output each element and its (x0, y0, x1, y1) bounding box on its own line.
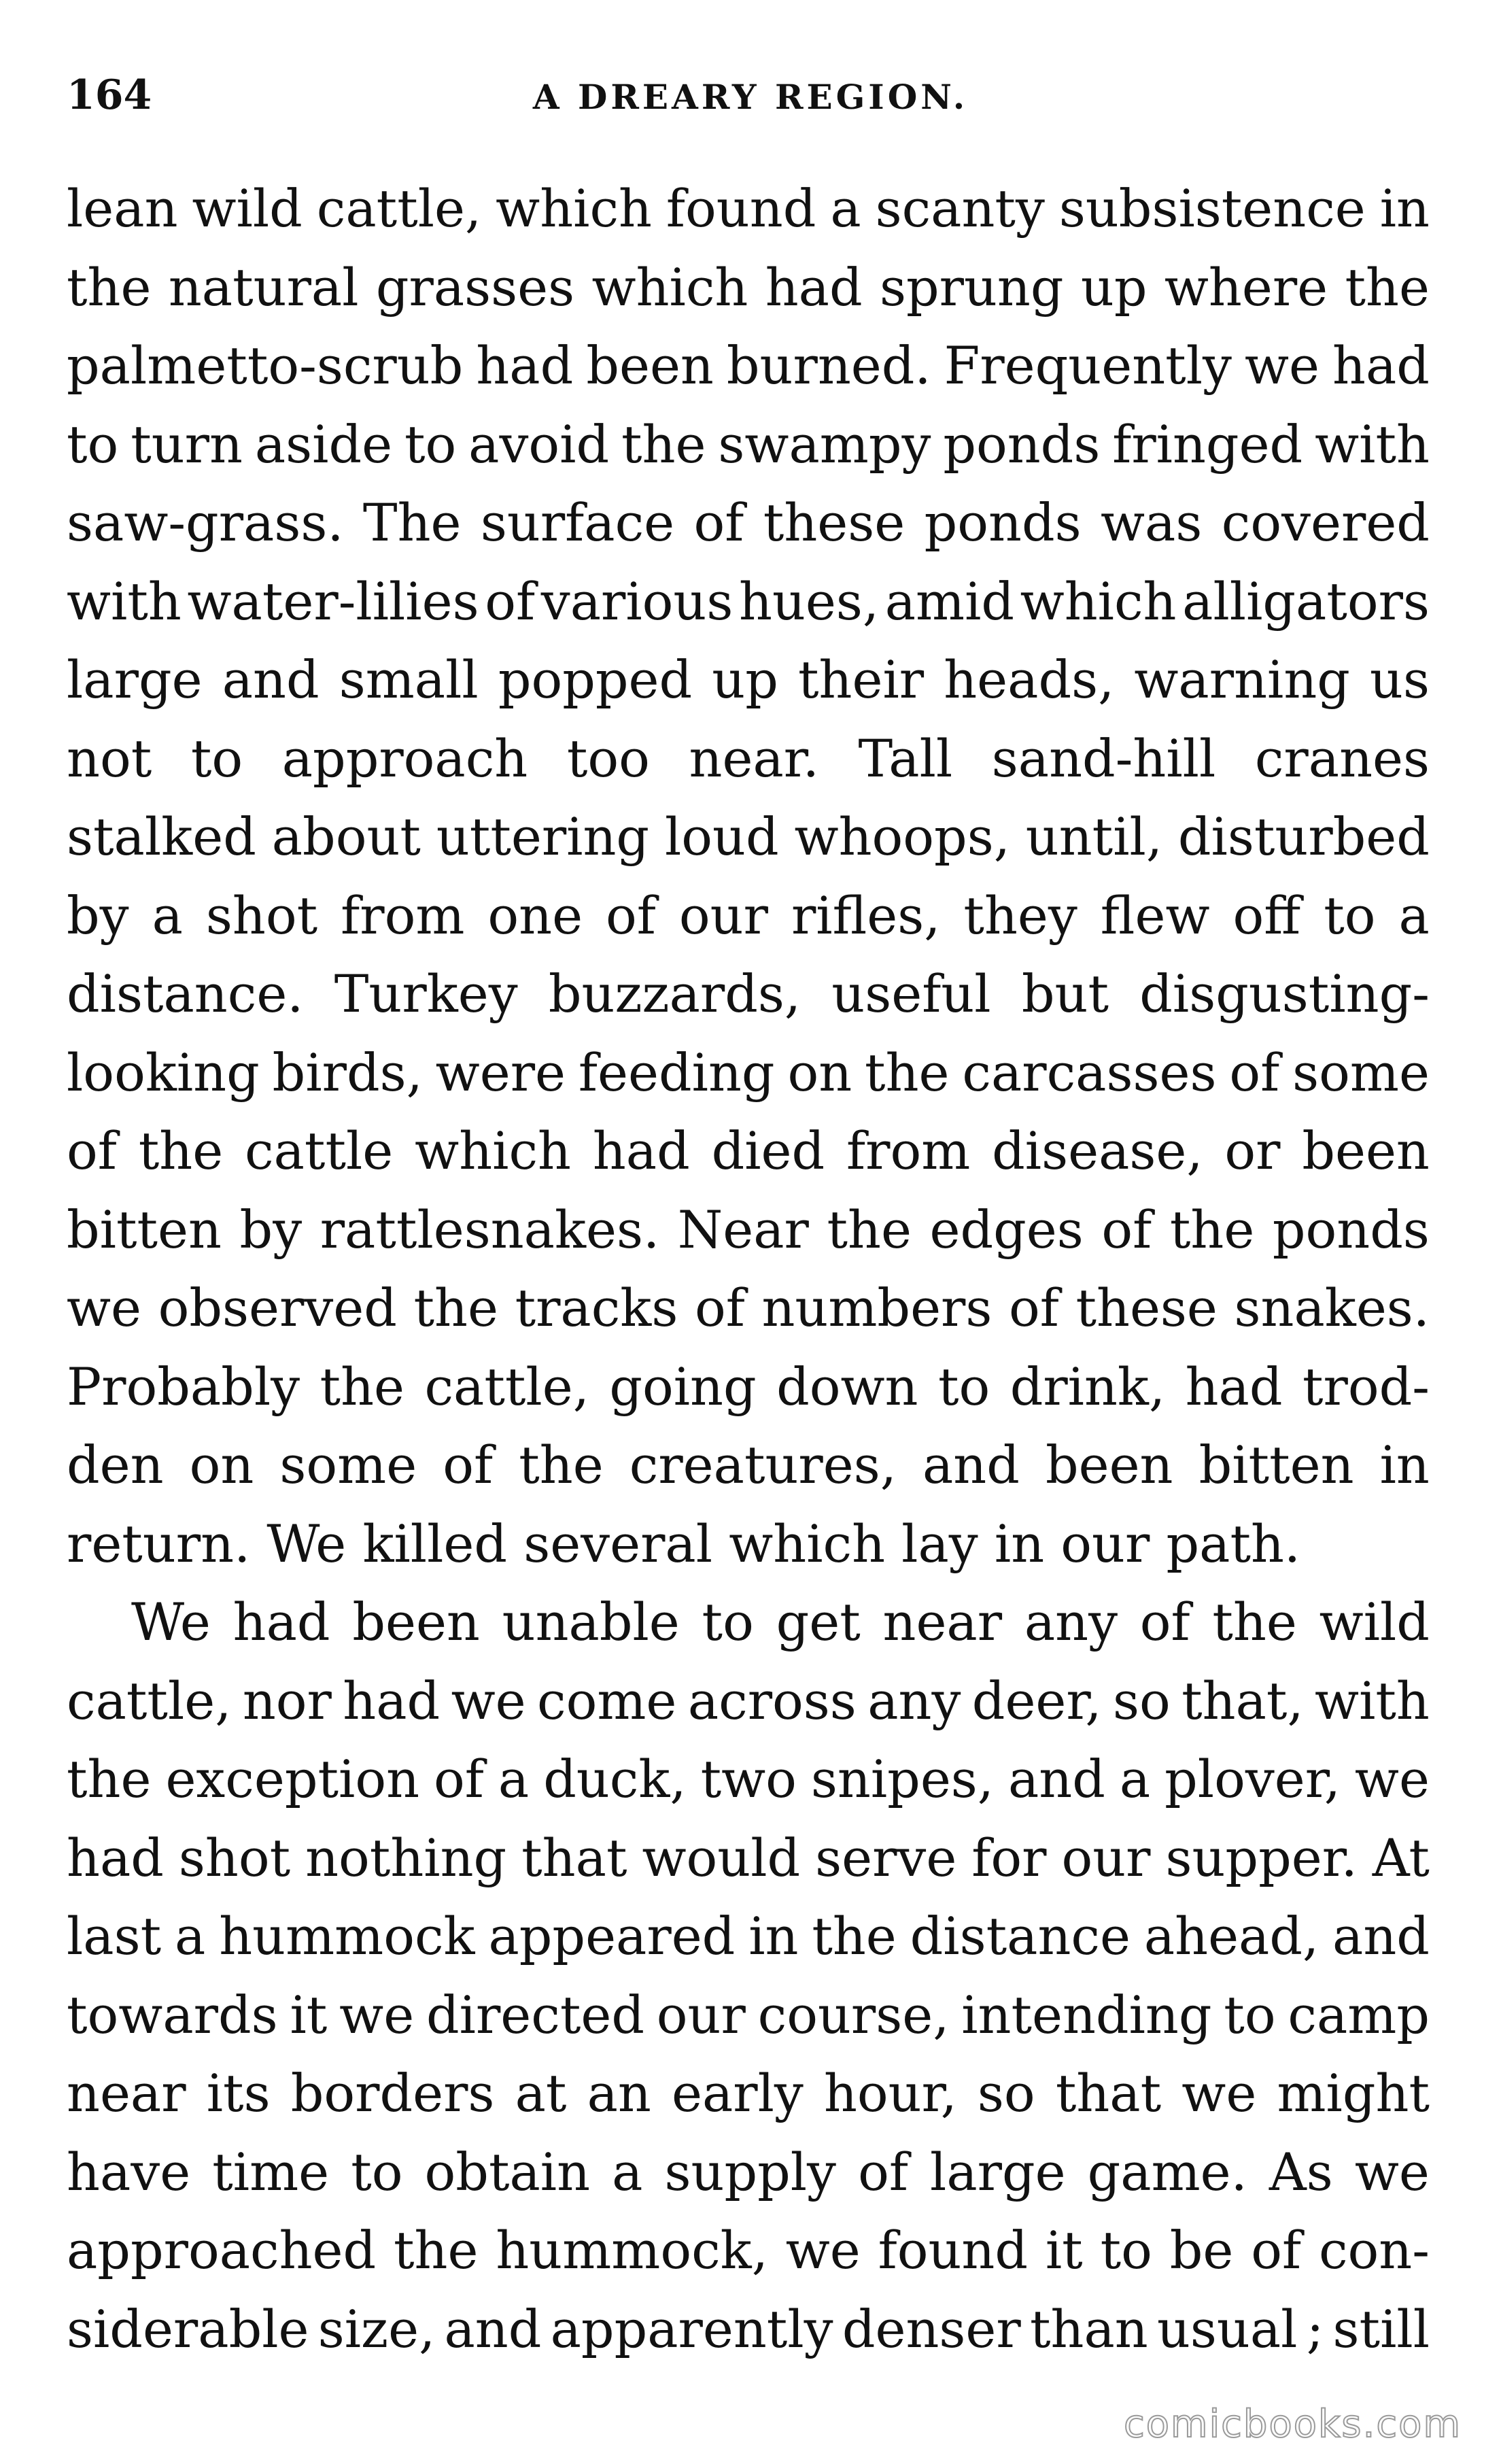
word: been (352, 1592, 480, 1652)
page-number: 164 (67, 71, 152, 119)
text-line (67, 1199, 1430, 1278)
word: disgusting- (1139, 963, 1430, 1024)
word: our (678, 885, 768, 946)
word: our (656, 1984, 746, 2045)
word: two (700, 1749, 797, 1809)
word: usual (1156, 2298, 1298, 2359)
word: large (67, 649, 203, 710)
word: in (1379, 1435, 1430, 1495)
word: that, (1181, 1670, 1304, 1731)
word: ; (1306, 2298, 1324, 2359)
text-line (67, 178, 1430, 257)
word: siderable (67, 2298, 309, 2359)
word: by (239, 1199, 303, 1260)
word: than (1029, 2298, 1148, 2359)
word: hour, (823, 2063, 957, 2123)
word: approached (67, 2220, 377, 2280)
word: At (1372, 1827, 1430, 1888)
word: burned. (726, 335, 931, 396)
word: the (1345, 256, 1430, 318)
word: plover, (1164, 1749, 1341, 1809)
word: to (937, 1356, 990, 1417)
word: rattlesnakes. (320, 1199, 660, 1260)
word: turn (131, 413, 243, 475)
word: disturbed (1177, 806, 1430, 867)
word: still (1332, 2298, 1430, 2359)
word: snakes. (1234, 1278, 1430, 1338)
word: course, (757, 1984, 950, 2045)
word: popped (498, 649, 693, 710)
body-text (67, 178, 1430, 2377)
word: but (1021, 963, 1109, 1024)
word: and (222, 649, 320, 710)
word: had (67, 1827, 164, 1888)
word: hummock (219, 1906, 475, 1966)
word: sprung (880, 256, 1064, 318)
word: come (537, 1670, 677, 1731)
word: the (67, 256, 152, 318)
word: cranes (1254, 728, 1430, 789)
word: loud (664, 806, 779, 867)
word: going (609, 1356, 757, 1417)
word: rifles, (791, 885, 941, 946)
word: of (694, 1278, 745, 1338)
word: and (922, 1435, 1020, 1495)
text-line (67, 1906, 1430, 1985)
word: approach (281, 728, 528, 789)
word: it (1045, 2220, 1083, 2280)
word: have (67, 2141, 191, 2202)
word: feeding (578, 1042, 775, 1103)
word: Near (677, 1199, 809, 1260)
word: too (566, 728, 650, 789)
text-line (67, 1120, 1430, 1199)
word: nor (242, 1670, 332, 1731)
word: up (712, 649, 778, 710)
word: deer, (971, 1670, 1102, 1731)
word: den (67, 1435, 164, 1495)
word: for (971, 1827, 1047, 1888)
word: the (413, 1278, 498, 1338)
word: denser (842, 2298, 1021, 2359)
word: birds, (272, 1042, 423, 1103)
word: covered (1221, 492, 1430, 553)
word: distance. (67, 963, 304, 1024)
word: water-lilies (187, 570, 479, 632)
word: by (67, 885, 129, 946)
word: to (404, 413, 457, 475)
word: might (1277, 2063, 1430, 2123)
text-line (67, 2063, 1430, 2142)
word: disease, (992, 1120, 1203, 1181)
word: any (867, 1670, 961, 1731)
word: of (1101, 1199, 1152, 1260)
word: from (846, 1120, 971, 1181)
word: Tall (858, 728, 953, 789)
word: had (765, 256, 863, 318)
word: edges (929, 1199, 1084, 1260)
word: with (1315, 1670, 1430, 1731)
word: at (515, 2063, 567, 2123)
word: grasses (375, 256, 575, 318)
text-line (67, 2220, 1430, 2299)
word: found (878, 2220, 1029, 2280)
word: of (67, 1120, 117, 1181)
word: these (1075, 1278, 1218, 1338)
word: that (1055, 2063, 1162, 2123)
word: their (798, 649, 925, 710)
word: towards (67, 1984, 278, 2045)
word: our (1061, 1827, 1151, 1888)
word: cattle (245, 1120, 394, 1181)
word: and (444, 2298, 542, 2359)
word: scanty (875, 178, 1045, 239)
word: heads, (944, 649, 1115, 710)
word: these (763, 492, 905, 553)
word: Turkey (334, 963, 518, 1024)
word: creatures, (629, 1435, 897, 1495)
word: so (1112, 1670, 1171, 1731)
word: shot (178, 1827, 291, 1888)
text-line (67, 1278, 1430, 1356)
word: were (435, 1042, 566, 1103)
word: found (666, 178, 816, 239)
word: shot (205, 885, 318, 946)
word: cattle, (316, 178, 482, 239)
word: looking (67, 1042, 260, 1103)
word: until, (1025, 806, 1162, 867)
text-line (67, 2142, 1430, 2221)
text-line (67, 649, 1430, 728)
word: whoops, (794, 806, 1010, 867)
word: intending (961, 1984, 1212, 2045)
word: to (1100, 2220, 1152, 2280)
word: ahead, (1143, 1906, 1319, 1966)
word: been (586, 335, 714, 396)
word: and (1332, 1906, 1430, 1966)
word: a (1398, 885, 1430, 946)
word: been (1302, 1120, 1430, 1181)
word: alligators (1182, 570, 1430, 632)
word: the (1212, 1592, 1297, 1652)
word: on (189, 1435, 254, 1495)
word: ponds (924, 492, 1082, 553)
word: to (1324, 885, 1376, 946)
word: lean (67, 178, 178, 239)
word: flew (1100, 885, 1210, 946)
word: carcasses (962, 1042, 1217, 1103)
word: We (131, 1592, 211, 1652)
word: of (485, 570, 536, 632)
word: Probably (67, 1356, 300, 1417)
word: not (67, 728, 152, 789)
word: get (776, 1592, 861, 1652)
word: appeared (488, 1906, 736, 1966)
word: near. (689, 728, 819, 789)
word: the (812, 1906, 897, 1966)
word: the (1169, 1199, 1255, 1260)
word: with (1315, 413, 1430, 475)
word: observed (158, 1278, 397, 1338)
word: a (152, 885, 183, 946)
word: we (339, 1984, 415, 2045)
word: we (451, 1670, 526, 1731)
word: As (1269, 2141, 1333, 2202)
word: a (498, 1749, 530, 1809)
word: the (621, 413, 706, 475)
word: we (1181, 2063, 1257, 2123)
word: to (702, 1592, 754, 1652)
word: in (1379, 178, 1430, 239)
word: size, (317, 2298, 436, 2359)
word: an (587, 2063, 651, 2123)
word: to (1224, 1984, 1276, 2045)
word: of (1251, 2220, 1302, 2280)
text-line (67, 806, 1430, 885)
paragraph-last-line: return. We killed several which lay in our path. (67, 1513, 1301, 1574)
word: and (1007, 1749, 1105, 1809)
word: saw-grass. (67, 492, 344, 553)
word: or (1224, 1120, 1281, 1181)
word: serve (815, 1827, 957, 1888)
word: we (1354, 1749, 1430, 1809)
page-header (0, 65, 1501, 126)
word: the (827, 1199, 912, 1260)
word: sand-hill (991, 728, 1216, 789)
word: in (748, 1906, 799, 1966)
word: exception (165, 1749, 420, 1809)
word: one (487, 885, 583, 946)
word: they (963, 885, 1077, 946)
text-line (67, 2299, 1430, 2378)
text-line (67, 1042, 1430, 1121)
word: a (1119, 1749, 1151, 1809)
word: it (290, 1984, 328, 2045)
word: had (476, 335, 574, 396)
word: stalked (67, 806, 256, 867)
word: on (787, 1042, 852, 1103)
word: a (612, 2141, 643, 2202)
word: of (858, 2141, 908, 2202)
word: buzzards, (548, 963, 801, 1024)
word: to (190, 728, 243, 789)
word: last (67, 1906, 162, 1966)
word: which (496, 178, 652, 239)
word: that (521, 1827, 627, 1888)
word: its (206, 2063, 271, 2123)
word: hummock, (496, 2220, 768, 2280)
word: the (320, 1356, 404, 1417)
text-line (67, 257, 1430, 336)
word: palmetto-scrub (67, 335, 464, 396)
text-line (67, 492, 1430, 571)
word: drink, (1010, 1356, 1166, 1417)
word: unable (502, 1592, 680, 1652)
word: hues, (739, 570, 880, 632)
word: the (519, 1435, 604, 1495)
word: some (279, 1435, 417, 1495)
word: which (415, 1120, 571, 1181)
text-line (67, 1828, 1430, 1906)
word: early (671, 2063, 804, 2123)
word: we (785, 2220, 861, 2280)
text-line (67, 963, 1430, 1042)
word: across (687, 1670, 857, 1731)
word: with (67, 570, 182, 632)
word: tracks (515, 1278, 678, 1338)
word: any (1024, 1592, 1118, 1652)
word: which (1020, 570, 1177, 632)
word: so (977, 2063, 1035, 2123)
word: cattle, (424, 1356, 589, 1417)
word: trod- (1302, 1356, 1430, 1417)
word: large (930, 2141, 1066, 2202)
text-line (67, 571, 1430, 650)
word: warning (1134, 649, 1350, 710)
word: natural (168, 256, 359, 318)
word: aside (254, 413, 393, 475)
word: we (67, 1278, 142, 1338)
word: borders (290, 2063, 495, 2123)
word: uttering (436, 806, 650, 867)
word: would (642, 1827, 801, 1888)
running-title: A DREARY REGION. (532, 77, 969, 117)
word: apparently (550, 2298, 833, 2359)
text-line (67, 885, 1430, 964)
word: some (1292, 1042, 1430, 1103)
word: of (443, 1435, 494, 1495)
word: snipes, (810, 1749, 994, 1809)
word: of (1139, 1592, 1190, 1652)
word: obtain (424, 2141, 591, 2202)
word: distance (910, 1906, 1131, 1966)
word: useful (831, 963, 991, 1024)
word: near (67, 2063, 186, 2123)
word: nothing (305, 1827, 507, 1888)
word: had (232, 1592, 330, 1652)
text-line (67, 335, 1430, 414)
paragraph-first-line (67, 1592, 1430, 1671)
word: ponds (943, 413, 1101, 475)
word: ponds (1272, 1199, 1430, 1260)
word: down (776, 1356, 918, 1417)
word: various (540, 570, 734, 632)
word: The (362, 492, 462, 553)
word: the (67, 1749, 152, 1809)
word: had (343, 1670, 441, 1731)
word: the (394, 2220, 479, 2280)
text-line (67, 1671, 1430, 1749)
word: surface (480, 492, 675, 553)
word: be (1169, 2220, 1234, 2280)
word: where (1164, 256, 1328, 318)
word: to (351, 2141, 403, 2202)
word: fringed (1112, 413, 1303, 475)
word: avoid (468, 413, 610, 475)
word: of (693, 492, 744, 553)
word: near (882, 1592, 1003, 1652)
word: duck, (543, 1749, 687, 1809)
word: amid (884, 570, 1015, 632)
word: swampy (718, 413, 931, 475)
word: we (1244, 335, 1320, 396)
word: had (1185, 1356, 1283, 1417)
text-line (67, 728, 1430, 807)
text-line (67, 414, 1430, 493)
word: supply (664, 2141, 836, 2202)
text-line (67, 1435, 1430, 1513)
word: died (711, 1120, 825, 1181)
text-line (67, 1356, 1430, 1435)
word: directed (426, 1984, 644, 2045)
word: Frequently (944, 335, 1232, 396)
watermark: comicbooks.com (1123, 2402, 1462, 2446)
word: a (830, 178, 861, 239)
word: time (212, 2141, 330, 2202)
word: had (592, 1120, 690, 1181)
word: of (434, 1749, 484, 1809)
word: of (606, 885, 656, 946)
word: which (591, 256, 748, 318)
word: numbers (761, 1278, 993, 1338)
word: from (341, 885, 465, 946)
word: bitten (1198, 1435, 1354, 1495)
word: cattle, (67, 1670, 232, 1731)
word: to (67, 413, 119, 475)
word: supper. (1165, 1827, 1358, 1888)
word: of (1229, 1042, 1280, 1103)
word: was (1101, 492, 1203, 553)
word: game. (1087, 2141, 1247, 2202)
word: we (1354, 2141, 1430, 2202)
word: us (1370, 649, 1430, 710)
word: a (175, 1906, 206, 1966)
word: the (138, 1120, 224, 1181)
text-line (67, 1749, 1430, 1828)
word: con- (1318, 2220, 1430, 2280)
word: up (1080, 256, 1148, 318)
word: wild (192, 178, 303, 239)
word: been (1045, 1435, 1173, 1495)
word: of (1008, 1278, 1059, 1338)
word: bitten (67, 1199, 222, 1260)
word: off (1232, 885, 1301, 946)
word: had (1332, 335, 1430, 396)
word: camp (1288, 1984, 1430, 2045)
word: subsistence (1058, 178, 1366, 239)
text-line (67, 1985, 1430, 2064)
word: about (271, 806, 421, 867)
word: the (865, 1042, 950, 1103)
word: small (339, 649, 479, 710)
word: wild (1319, 1592, 1430, 1652)
